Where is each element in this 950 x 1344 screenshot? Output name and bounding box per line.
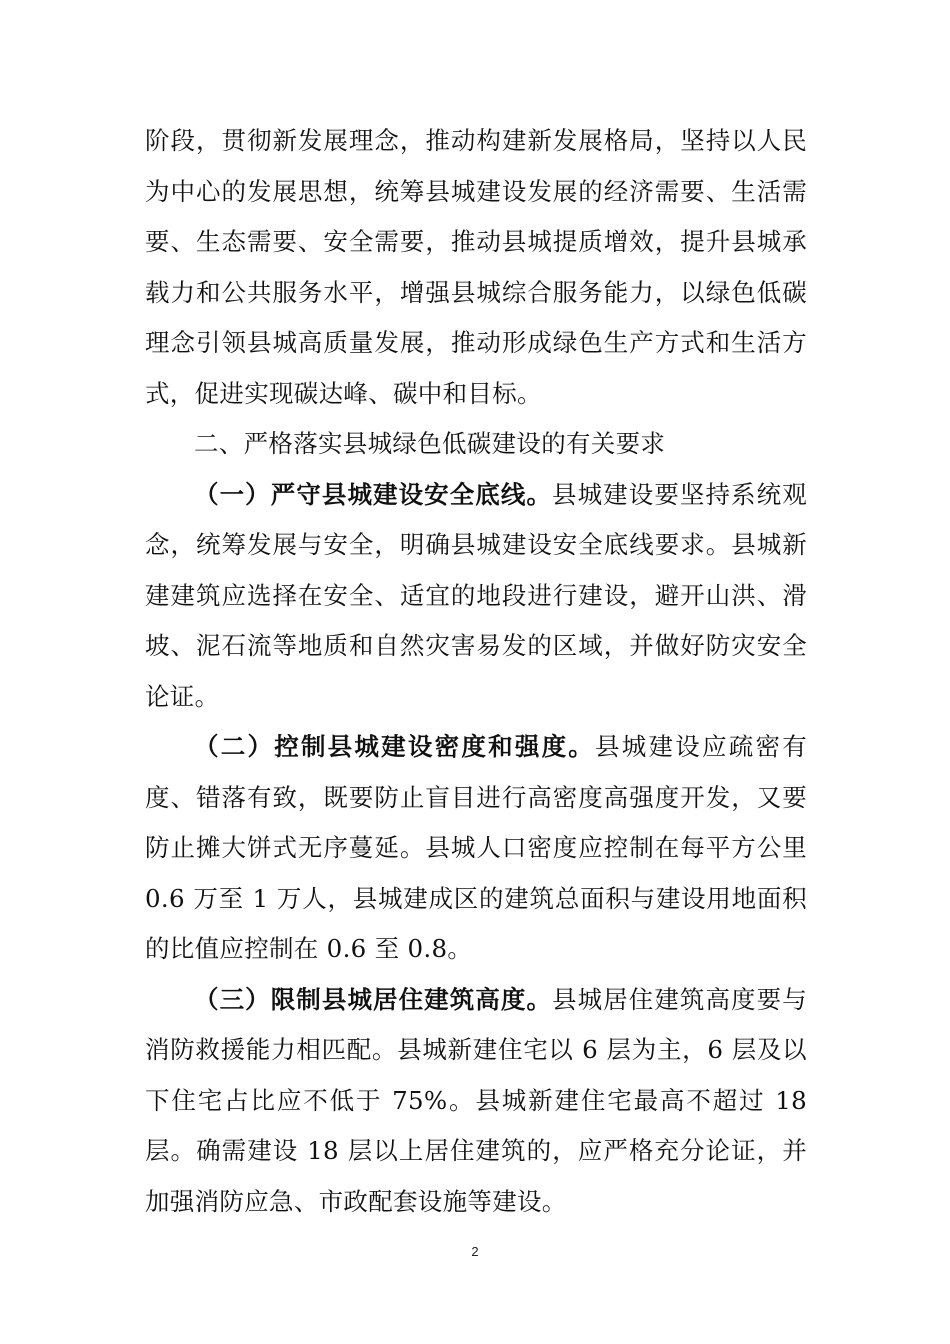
document-body — [145, 116, 807, 1227]
page-number: 2 — [471, 1244, 479, 1259]
paragraph-lead-3: （三）限制县城居住建筑高度。 — [194, 984, 553, 1014]
paragraph-lead-2: （二）控制县城建设密度和强度。 — [194, 732, 596, 761]
paragraph-density-intensity — [145, 722, 807, 975]
paragraph-body-1: 县城建设要坚持系统观念，统筹发展与安全，明确县城建设安全底线要求。县城新建建筑应选择在安全、适宜的地段进行建设，避开山洪、滑坡、泥石流等地质和自然灾害易发的区域，并做好防灾安全论证。 — [145, 479, 807, 711]
paragraph-lead-1: （一）严守县城建设安全底线。 — [194, 479, 553, 509]
paragraph-safety-bottom-line — [145, 470, 807, 723]
paragraph-building-height — [145, 975, 807, 1228]
paragraph-intro-continuation: 阶段，贯彻新发展理念，推动构建新发展格局，坚持以人民为中心的发展思想，统筹县城建设发展的经济需要、生活需要、生态需要、安全需要，推动县城提质增效，提升县城承载力和公共服务水平，增强县城综合服务能力，以绿色低碳理念引领县城高质量发展，推动形成绿色生产方式和生活方式，促进实现碳达峰、碳中和目标。 — [145, 126, 807, 408]
section-heading: 二、严格落实县城绿色低碳建设的有关要求 — [194, 429, 666, 458]
paragraph-body-3: 县城居住建筑高度要与消防救援能力相匹配。县城新建住宅以 6 层为主，6 层及以下住宅占比应不低于 75%。县城新建住宅最高不超过 18 层。确需建设 18 层以上居住建筑的，应严格充分论证，并加强消防应急、市政配套设施等建设。 — [145, 984, 807, 1216]
paragraph-body-2: 县城建设应疏密有度、错落有致，既要防止盲目进行高密度高强度开发，又要防止摊大饼式无序蔓延。县城人口密度应控制在每平方公里 0.6 万至 1 万人，县城建成区的建筑总面积与建设用地面积的比值应控制在 0.6 至 0.8。 — [145, 732, 807, 963]
